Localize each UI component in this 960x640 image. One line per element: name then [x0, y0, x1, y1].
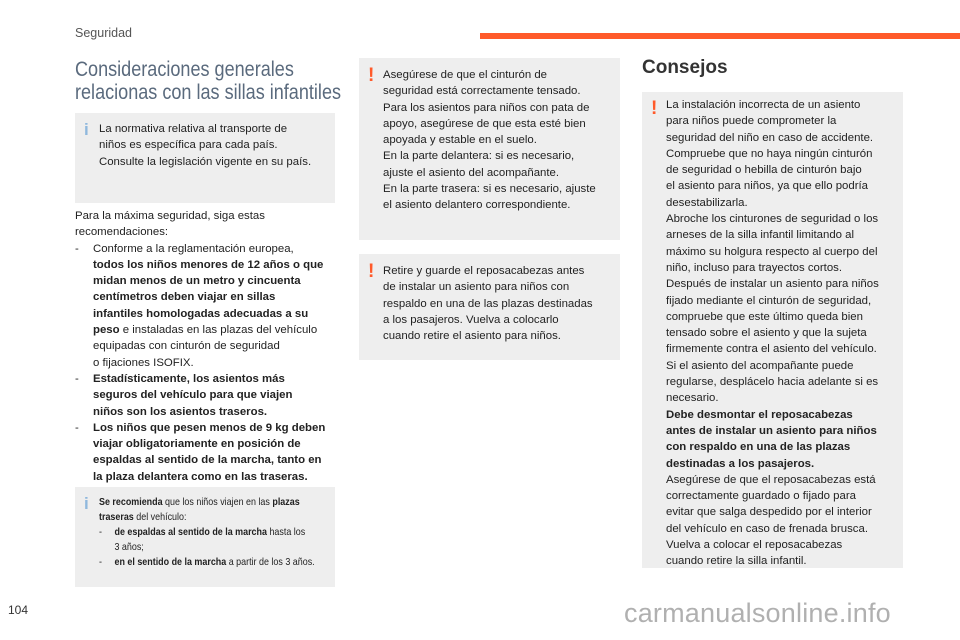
section-heading — [75, 58, 342, 104]
page-number: 104 — [8, 603, 29, 617]
warning-box-headrest — [359, 254, 620, 360]
info-box-rear-seats — [75, 487, 335, 587]
warning-box-tips — [642, 92, 903, 568]
info-box-legislation — [75, 113, 335, 203]
warning-box-belt — [359, 58, 620, 240]
info-box-text: La normativa relativa al transporte de niños es específica para cada país. Consulte la legislación vigente en su país. — [99, 123, 312, 168]
list-item: - de espaldas al sentido de la marcha hasta los — [99, 527, 306, 538]
watermark: carmanualsonline.info — [624, 598, 891, 628]
info-icon: i — [84, 494, 89, 513]
tips-text: La instalación incorrecta de un asiento para niños puede comprometer la seguridad del niño en caso de accidente. Compruebe que no haya ningún cinturón de seguridad o hebilla de cinturón bajo el asiento para niños, ya que ello podría desestabilizarla. Abroche los cinturones de seguridad o los arneses de la silla infantil limitando al máximo su holgura respecto al cuerpo del niño, incluso para trayectos cortos. Después de instalar un asiento para niños fijado mediante el cinturón de seguridad, compruebe que este último queda bien tensado sobre el asiento y que la sujeta firmemente contra el asiento del vehículo. Si el asiento del acompañante puede regularse, desplácelo hacia adelante si es necesario. Debe desmontar el reposacabezas antes de instalar un asiento para niños con respaldo en una de las plazas destinadas a los pasajeros. Asegúrese de que el reposacabezas está correctamente guardado o fijado para evitar que salga despedido por el interior del vehículo en caso de frenada brusca. Vuelva a colocar el reposacabezas cuando retire la silla infantil. — [666, 99, 879, 568]
warning-icon: ! — [651, 98, 658, 119]
tips-heading: Consejos — [642, 57, 728, 78]
warning-icon: ! — [368, 261, 375, 282]
section-label: Seguridad — [75, 26, 132, 40]
info-box-text: Se recomienda que los niños viajen en las plazas traseras del vehículo: - de espaldas al sentido de la marcha hasta los 3 años; - en el sentido de la marcha a partir de los 3 años. — [99, 495, 331, 570]
header-accent-bar — [480, 33, 960, 39]
list-item: - en el sentido de la marcha a partir de los 3 años. — [99, 557, 315, 568]
warning-text: Asegúrese de que el cinturón de seguridad está correctamente tensado. Para los asientos para niños con pata de apoyo, asegúrese de que esta esté bien apoyada y estable en el suelo. En la parte delantera: si es necesario, ajuste el asiento del acompañante. En la parte trasera: si es necesario, ajuste el asiento delantero correspondiente. — [383, 69, 596, 212]
heading-line-2: relacionas con las sillas infantiles — [75, 81, 342, 104]
list-item: - Estadísticamente, los asientos más — [75, 372, 285, 385]
info-icon: i — [84, 120, 89, 139]
warning-icon: ! — [368, 65, 375, 86]
list-item: - Los niños que pesen menos de 9 kg deben — [75, 421, 326, 434]
list-item: - Conforme a la reglamentación europea, — [75, 242, 294, 255]
heading-line-1: Consideraciones generales — [75, 58, 294, 81]
warning-text: Retire y guarde el reposacabezas antes de instalar un asiento para niños con respaldo en una de las plazas destinadas a los pasajeros. Vuelva a colocarlo cuando retire el asiento para niños. — [383, 265, 593, 343]
recommendations-text: Para la máxima seguridad, siga estas recomendaciones: - Conforme a la reglamentación europea, todos los niños menores de 12 años o que midan menos de un metro y cincuenta centímetros deben viajar en sillas infantiles homologadas adecuadas a su peso e instaladas en las plazas del vehículo equipadas con cinturón de seguridad o fijaciones ISOFIX. - Estadísticamente, los asientos más seguros del vehículo para que viajen niños son los asientos traseros. - Los niños que pesen menos de 9 kg deben viajar obligatoriamente en posición de espaldas al sentido de la marcha, tanto en la plaza delantera como en las traseras. — [75, 210, 326, 483]
